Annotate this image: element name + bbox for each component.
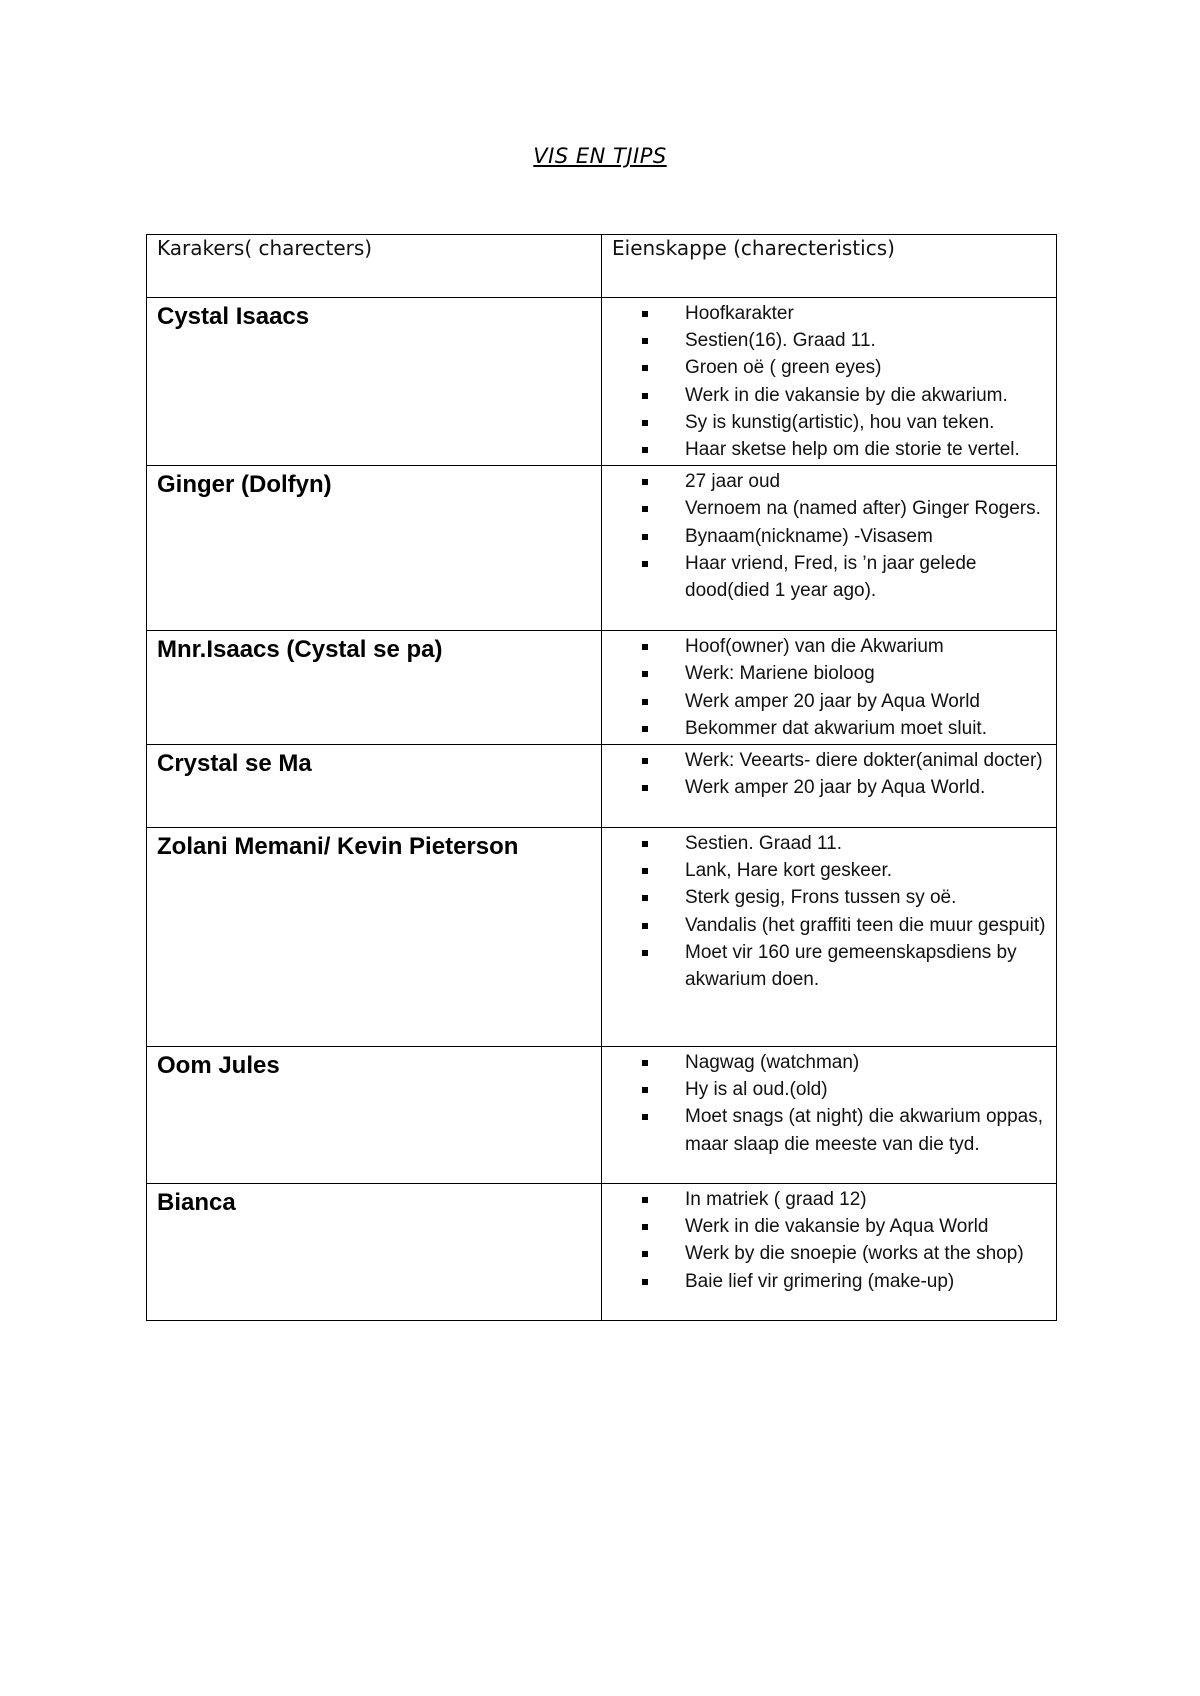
traits-cell	[602, 745, 1057, 828]
trait-item: Vandalis (het graffiti teen die muur gespuit)	[602, 912, 1050, 939]
traits-list	[602, 745, 1056, 803]
trait-item: 27 jaar oud	[602, 468, 1050, 495]
document-title: VIS EN TJIPS	[533, 144, 667, 168]
character-cell	[147, 1047, 602, 1184]
character-cell	[147, 745, 602, 828]
character-name: Cystal Isaacs	[157, 303, 310, 330]
character-cell	[147, 1184, 602, 1321]
character-cell	[147, 828, 602, 1047]
characters-table	[146, 234, 1057, 1321]
trait-item: Sy is kunstig(artistic), hou van teken.	[602, 409, 1050, 436]
traits-cell	[602, 298, 1057, 466]
header-cell-characters	[147, 235, 602, 298]
table-header-row	[147, 235, 1057, 298]
character-name: Zolani Memani/ Kevin Pieterson	[157, 833, 519, 861]
table-row	[147, 631, 1057, 745]
traits-cell	[602, 631, 1057, 745]
trait-item: Groen oë ( green eyes)	[602, 354, 1050, 381]
character-name: Ginger (Dolfyn)	[157, 471, 332, 499]
table-row	[147, 828, 1057, 1047]
character-cell	[147, 298, 602, 466]
trait-item: Sterk gesig, Frons tussen sy oë.	[602, 884, 1050, 911]
trait-item: Werk amper 20 jaar by Aqua World.	[602, 774, 1050, 801]
trait-item: In matriek ( graad 12)	[602, 1186, 1050, 1213]
character-name: Bianca	[157, 1189, 236, 1217]
header-characteristics-label: Eienskappe (charecteristics)	[612, 236, 895, 260]
traits-cell	[602, 466, 1057, 631]
trait-item: Werk in die vakansie by die akwarium.	[602, 382, 1050, 409]
trait-item: Nagwag (watchman)	[602, 1049, 1050, 1076]
traits-list	[602, 631, 1056, 744]
trait-item: Moet snags (at night) die akwarium oppas, maar slaap die meeste van die tyd.	[602, 1103, 1050, 1157]
trait-item: Werk amper 20 jaar by Aqua World	[602, 688, 1050, 715]
trait-item: Sestien. Graad 11.	[602, 830, 1050, 857]
traits-list	[602, 828, 1056, 995]
trait-item: Hoofkarakter	[602, 300, 1050, 327]
trait-item: Bynaam(nickname) -Visasem	[602, 523, 1050, 550]
header-characters-label: Karakers( charecters)	[157, 236, 373, 260]
trait-item: Lank, Hare kort geskeer.	[602, 857, 1050, 884]
character-name: Oom Jules	[157, 1052, 280, 1080]
traits-cell	[602, 1184, 1057, 1321]
table-row	[147, 745, 1057, 828]
traits-list	[602, 466, 1056, 606]
trait-item: Bekommer dat akwarium moet sluit.	[602, 715, 1050, 742]
table-row	[147, 466, 1057, 631]
character-name: Crystal se Ma	[157, 750, 312, 778]
trait-item: Moet vir 160 ure gemeenskapsdiens by akwarium doen.	[602, 939, 1050, 993]
trait-item: Vernoem na (named after) Ginger Rogers.	[602, 495, 1050, 522]
table-row	[147, 1047, 1057, 1184]
traits-list	[602, 298, 1056, 465]
traits-list	[602, 1047, 1056, 1160]
traits-cell	[602, 828, 1057, 1047]
trait-item: Werk by die snoepie (works at the shop)	[602, 1240, 1050, 1267]
traits-list	[602, 1184, 1056, 1297]
trait-item: Baie lief vir grimering (make-up)	[602, 1268, 1050, 1295]
trait-item: Haar vriend, Fred, is ’n jaar gelede dood(died 1 year ago).	[602, 550, 1050, 604]
trait-item: Werk: Mariene bioloog	[602, 660, 1050, 687]
traits-cell	[602, 1047, 1057, 1184]
character-cell	[147, 466, 602, 631]
trait-item: Hy is al oud.(old)	[602, 1076, 1050, 1103]
trait-item: Werk in die vakansie by Aqua World	[602, 1213, 1050, 1240]
character-cell	[147, 631, 602, 745]
header-cell-characteristics	[602, 235, 1057, 298]
trait-item: Haar sketse help om die storie te vertel.	[602, 436, 1050, 463]
table-row	[147, 1184, 1057, 1321]
trait-item: Werk: Veearts- diere dokter(animal docter)	[602, 747, 1050, 774]
trait-item: Hoof(owner) van die Akwarium	[602, 633, 1050, 660]
table-row	[147, 298, 1057, 466]
character-name: Mnr.Isaacs (Cystal se pa)	[157, 636, 443, 664]
trait-item: Sestien(16). Graad 11.	[602, 327, 1050, 354]
